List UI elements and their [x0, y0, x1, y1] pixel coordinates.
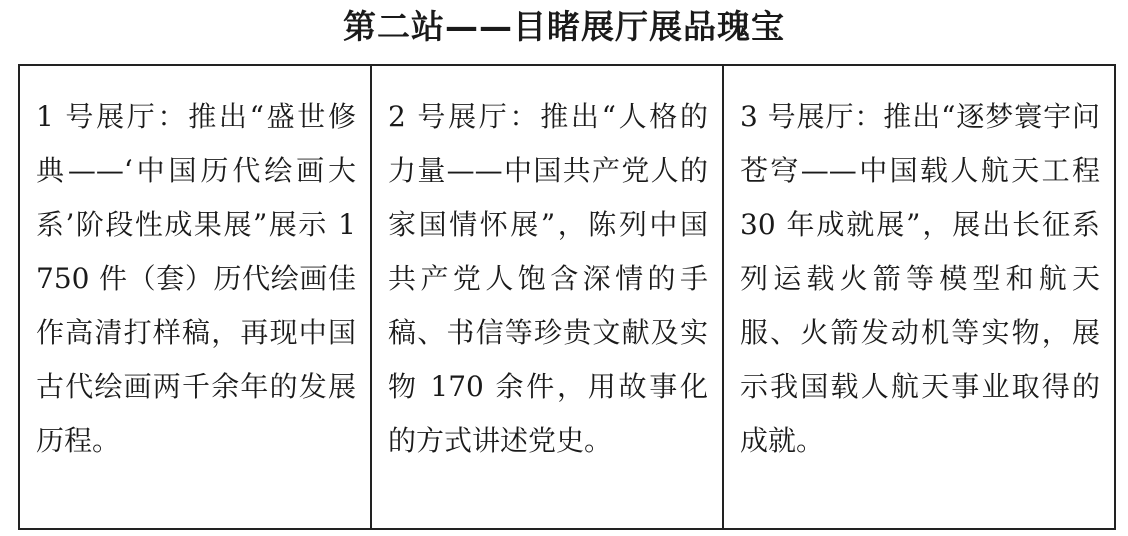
- hall-3-description: 3 号展厅：推出“逐梦寰宇问苍穹——中国载人航天工程 30 年成就展”，展出长征系列运载火箭等模型和航天服、火箭发动机等实物，展示我国载人航天事业取得的成就。: [722, 66, 1114, 528]
- page-title: 第二站——目睹展厅展品瑰宝: [343, 7, 785, 46]
- hall-1-description: 1 号展厅：推出“盛世修典——‘中国历代绘画大系’阶段性成果展”展示 1 750 件（套）历代绘画佳作高清打样稿，再现中国古代绘画两千余年的发展历程。: [36, 100, 356, 457]
- hall-2-description: 2 号展厅：推出“人格的力量——中国共产党人的家国情怀展”，陈列中国共产党人饱含深情的手稿、书信等珍贵文献及实物 170 余件，用故事化的方式讲述党史。: [370, 66, 722, 528]
- exhibit-table: [18, 64, 1116, 530]
